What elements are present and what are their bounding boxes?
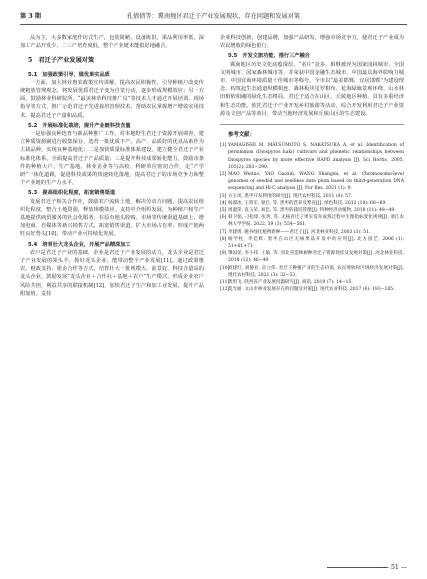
section-5-4-heading: 5.4 培育壮大龙头企业，开展产品精深加工 — [28, 241, 131, 248]
page-number: — 51 — — [382, 564, 407, 571]
reference-item — [220, 214, 404, 228]
section-5-3-heading: 5.3 提高组织化程度，拓宽销售渠道 — [28, 190, 116, 197]
reference-number: [11] — [220, 280, 230, 286]
right-column — [220, 34, 404, 294]
reference-text: 杨淑冰, 王鸿军, 梁启, 等. 黑枣的营养及繁育[J]. 绿色科技, 2012 (10): 68−69. — [228, 200, 387, 206]
reference-list — [220, 142, 404, 293]
reference-number: [10] — [220, 265, 230, 271]
references-heading: 参考文献： — [228, 132, 255, 139]
reference-text: 莫光丽. 文山市林业发展存在的问题及对策[J]. 现代农业科技, 2017 (6): 183−185. — [228, 287, 395, 293]
reference-number: [8] — [220, 236, 227, 242]
reference-number: [9] — [220, 251, 227, 257]
reference-text: 黄玥飞. 陕西省产业发展问题研究[J]. 商讯, 2019 (7): 14−15. — [228, 280, 353, 286]
reference-text: MAO Weituo, YAO Gaoxin, WANG Shangda, et al. Chromosome-level genomes of seeded and seedless date plum based on third-generation DNA sequencing and Hi-C analysis [J]. For Res, 2021 (1): 9. — [228, 172, 404, 192]
reference-number: [1] — [220, 143, 227, 149]
footer-rule — [327, 567, 387, 568]
reference-number: [3] — [220, 193, 227, 199]
reference-text: 刘建红, 胡静业, 宣立伟. 君迁子种植产业的生态价值, 农民增收和区域经济发展对策[J]. 现代农村科技, 2021 (3): 32−33. — [228, 265, 404, 278]
reference-text: 李建勇. 磁谷绿化植物新种——君迁子[J]. 河北林业科技, 2003 (3): 51. — [228, 229, 371, 235]
continued-paragraph: 企业科技创新，创建品牌，加强产品研发，增强市场竞争力，使君迁子产业成为农民增收的绿色银行。 — [220, 35, 404, 50]
reference-item — [220, 229, 404, 236]
references-divider — [220, 124, 404, 125]
section-5-5-text: 冀南地区历史文化底蕴深厚，“名片”众多，相继被评为国家园林城市、全国文明城市、国家森林城市等，并荣获中国金融生态城市、中国最具海外影响力城市、中国宜商环境质量十佳城市等称号。全市以“最美邯郸，宜居邯郸”为建设理念，构筑起生态通道纵横相连、森林板块星罗棋布、花海绿廊景观环绕、山水林田相依相融的绿化生态格局。君迁子适合在山区、丘陵地区种植，具有多重经济和生态功能。依托君迁子产业开发乡村旅游等活动，综合开发利用君迁子产业资源及文创产品等项目，带动当地经济发展和丘陵山区的生态建设。 — [220, 61, 404, 117]
section-5-1-heading: 5.1 加强政策引导，做优果实品质 — [28, 71, 110, 78]
running-header — [20, 8, 407, 22]
reference-number: [7] — [220, 229, 227, 235]
issue-label: 第 3 期 — [20, 13, 41, 20]
reference-item — [220, 142, 404, 171]
reference-number: [2] — [220, 172, 227, 178]
reference-item — [220, 200, 404, 207]
reference-text: 周淑荣, 袁玉荣, 刘佳, 等. 黑枣的栽培管理[J]. 特种经济动植物, 2018 (11): 48−49. — [228, 208, 396, 214]
section-5-1-text: 一方面，加大林业惠农政策宣传讲解，提高农民积极性，引导种植户改变传统粗放管理观念，将发展优质君迁子变为自觉行动，逐步形成规模效应；另一方面，鼓励林业科研院所、“最美林草科技推广员”等技术人才通过开展培训、现场指导等方式，推广示范君迁子先进栽培管理技术，帮助农民掌握增产增效实用技术，提高君迁子产量和品质。 — [20, 79, 204, 119]
reference-item — [220, 193, 404, 200]
reference-number: [12] — [220, 287, 230, 293]
running-title: 孔倩倩等：冀南地区君迁子产业发展现状、存在问题和发展对策 — [126, 13, 301, 20]
section-5-4-text: 农户是君迁子产业的基础，企业是君迁子产业发展的动力，龙头企业是君迁子产业发展的领头羊，抓好龙头企业，能带动整个产业发展[11]。通过政策惠农、财政支持、银企合作等方式，培育壮大一批规模大、前景好、科技含量高的龙头企业，鼓励发展“龙头企业＋合作社＋基地＋农户”生产模式，形成企业农户风险共担，利益共享的联接机制[12]，加快君迁子生产和加工业发展，提升产品附加值。支持 — [20, 249, 204, 297]
reference-item — [220, 279, 404, 286]
left-column — [20, 34, 204, 298]
reference-text: 肇国荣, 李小伟, 王敏, 等. 河北省造林树种君迁子资源现状及发展对策[J]. 河北林业科技, 2018 (12): 46−49. — [228, 251, 404, 264]
intro-paragraph: 品为主，大多数家庭作坊式生产，包装简陋，设备陈旧，果品利用率低，深加工产品开发少，二三产培育度低，整个产业链未能很好地融合。 — [20, 35, 204, 50]
section-5-2-heading: 5.2 开展标准化栽培，提升产业链科技含量 — [28, 122, 131, 129]
reference-text: 方玉凤. 黑枣开发利用的研究[J]. 现代农村科技, 2011 (4): 57. — [228, 193, 353, 199]
reference-item — [220, 171, 404, 193]
reference-item — [220, 236, 404, 250]
section-5-heading: 5 君迁子产业发展对策 — [28, 57, 95, 65]
reference-number: [4] — [220, 200, 227, 206]
section-5-2-text: 一是加强良种选育与新品种推广工作。对本地野生君迁子资源开展调查，建立种质资源圃进行收集保存，选育一批优质丰产、高产、品质好的优良品系作为主栽品种，实现良种基地化；二是加快质量标准体系建设。建立健全君迁子产业标准化体系，全面提高君迁子产品质量；三是提升科技成果转化能力。鼓励市条件的种植大户、生产基地、林业企业等与高校、科研单位密切合作，走“产学研”一体化道路，促进科技成果的快速转化落地，提高君迁子的市场竞争力和整个产业链的生产力水平。 — [20, 131, 204, 187]
reference-text: YAMAGISHI M, MATSUMOTO S, NAKATSUKA A, et al. Identification of persimmon (Diospyros kaki) cultivars and phenetic relationships between Diospyros species by more effective RAPD analysis [J]. Sci Hortic, 2005, 105(2): 283−290. — [228, 143, 404, 170]
reference-item — [220, 286, 404, 293]
reference-text: 韩卫娟, 刁松锋, 张玥, 等. 无核君迁子果实发育成熟过程中生理指标变化规律[J]. 浙江农林大学学报, 2022, 39 (3): 554−561. — [228, 215, 404, 228]
header-rule — [20, 24, 407, 25]
reference-item — [220, 265, 404, 279]
reference-number: [5] — [220, 208, 227, 214]
reference-item — [220, 207, 404, 214]
section-5-5-heading: 5.5 开发文旅功能，推行三产融合 — [228, 53, 310, 60]
reference-item — [220, 250, 404, 264]
section-5-3-text: 发展君迁子相关合作社，鼓励农户流转土地，解决劳动力问题，提高农民组织化程度，整合土地资源，释放规模效应。支持中介组织发展，为种植户和生产基地提供商贸服务的社会化服务。在原有地头收购、市场等传统渠道基础上，增加电商、自媒体等新兴销售方式，拓宽销售渠道。扩大市场占有率，形成产销两旺良好势头[10]，带动产业可持续化发展。 — [20, 198, 204, 238]
reference-number: [6] — [220, 215, 227, 221]
reference-text: 杨学柱, 李佳辉. 黑枣在山区无核果品开发中的应用[J]. 北方园艺, 2006 (1): 51+61+71. — [228, 236, 404, 250]
